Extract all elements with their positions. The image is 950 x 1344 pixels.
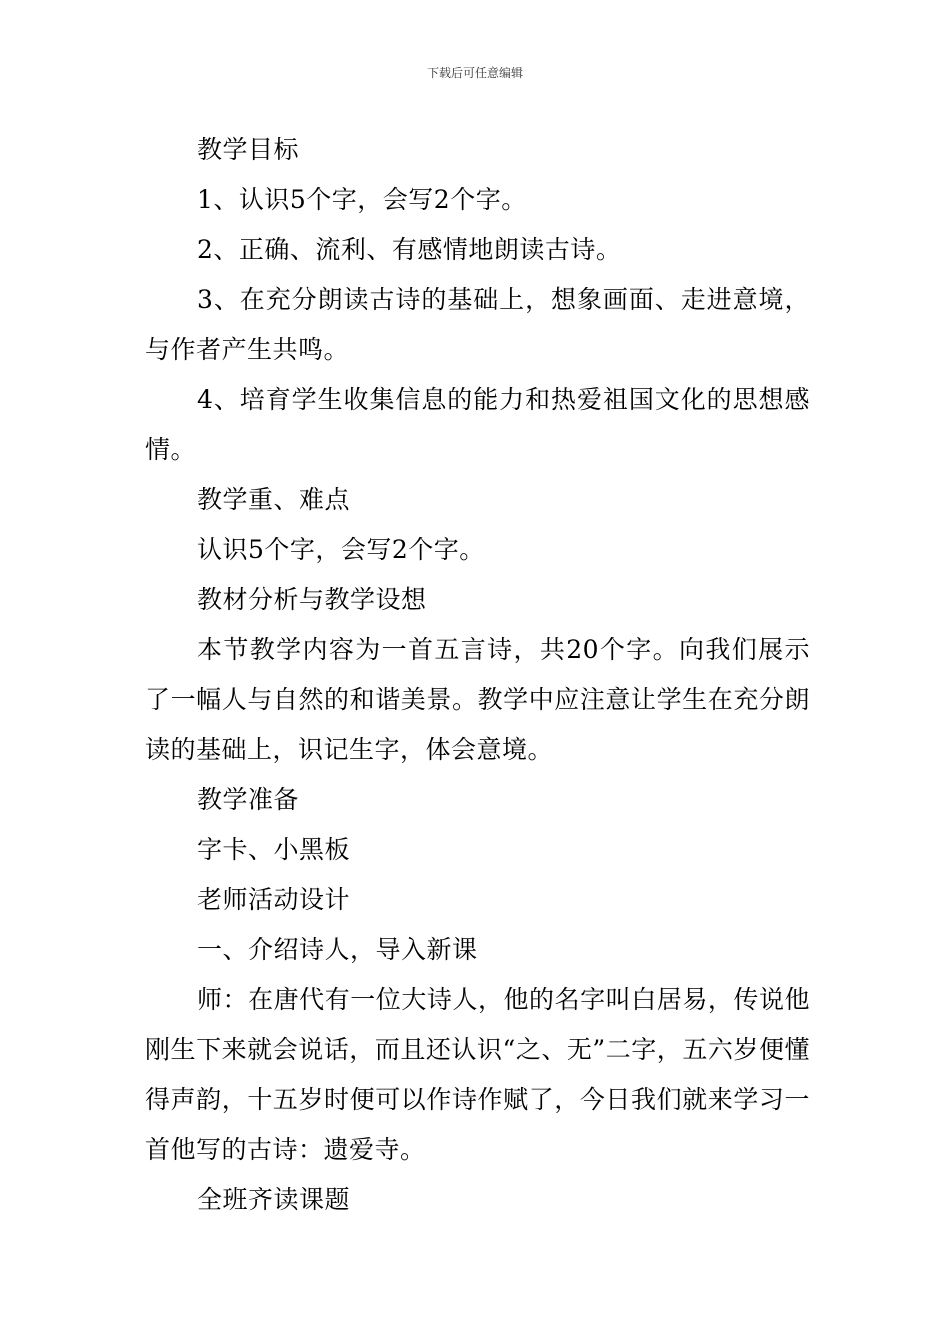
goal-item-2: 2、正确、流利、有感情地朗读古诗。: [197, 235, 622, 264]
goal-item-4: 4、培育学生收集信息的能力和热爱祖国文化的思想感情。: [145, 385, 810, 464]
key-points-text: 认识5个字，会写2个字。: [197, 535, 485, 564]
section-heading-preparation: 教学准备: [197, 785, 300, 814]
activity-step-1-heading: 一、介绍诗人，导入新课: [197, 935, 478, 964]
goal-item-3: 3、在充分朗读古诗的基础上，想象画面、走进意境，与作者产生共鸣。: [145, 285, 810, 364]
material-analysis-text: 本节教学内容为一首五言诗，共20个字。向我们展示了一幅人与自然的和谐美景。教学中应注意让学生在充分朗读的基础上，识记生字，体会意境。: [145, 635, 810, 764]
document-body: [145, 125, 810, 1225]
section-heading-activity-design: 老师活动设计: [197, 885, 351, 914]
class-reading-text: 全班齐读课题: [197, 1185, 351, 1214]
goal-item-1: 1、认识5个字，会写2个字。: [197, 185, 527, 214]
section-heading-key-points: 教学重、难点: [197, 485, 351, 514]
preparation-text: 字卡、小黑板: [197, 835, 351, 864]
section-heading-teaching-goals: 教学目标: [197, 135, 300, 164]
page-header-note: 下载后可任意编辑: [426, 66, 523, 80]
teacher-intro-text: 师：在唐代有一位大诗人，他的名字叫白居易，传说他刚生下来就会说话，而且还认识“之、无”二字，五六岁便懂得声韵，十五岁时便可以作诗作赋了，今日我们就来学习一首他写的古诗：遗爱寺。: [145, 985, 810, 1164]
section-heading-material-analysis: 教材分析与教学设想: [197, 585, 427, 614]
